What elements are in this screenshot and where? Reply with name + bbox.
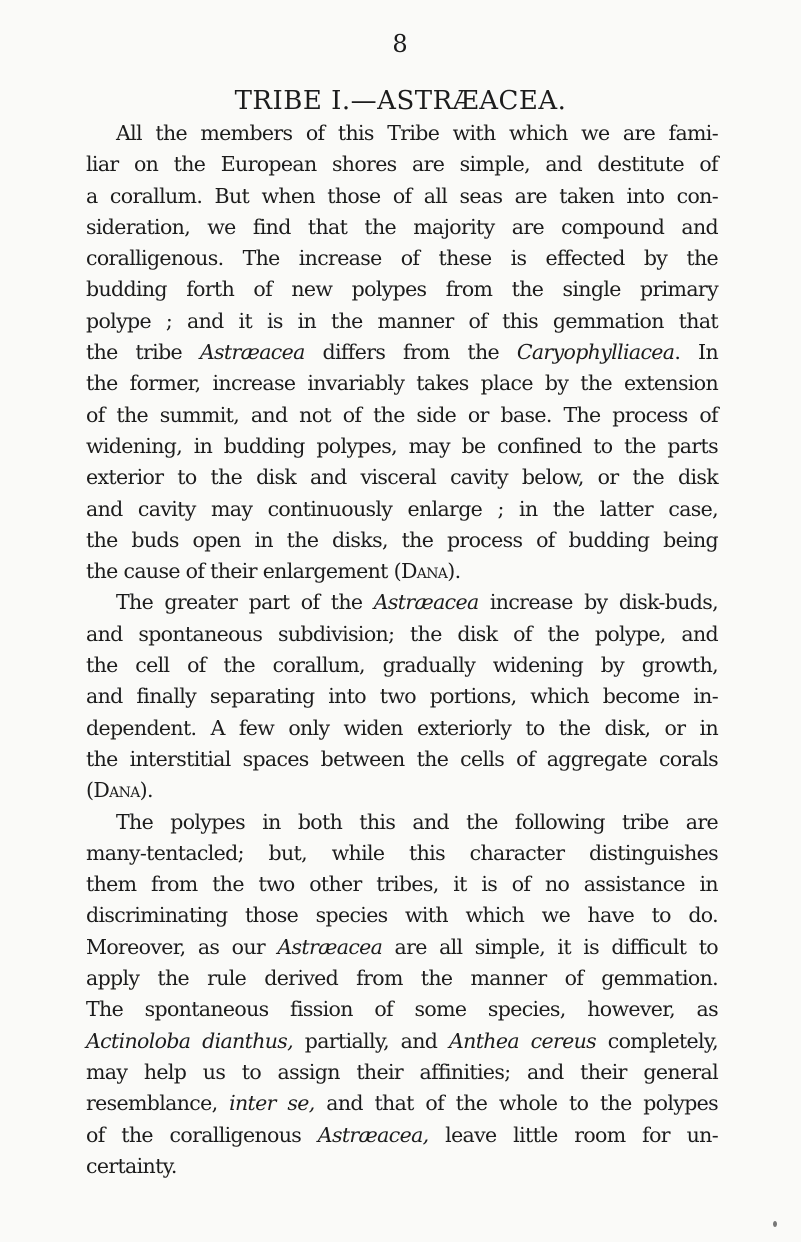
text-line: the cause of their enlargement (Dana). [86, 559, 461, 584]
body-text [86, 118, 718, 1182]
text-line: and cavity may continuously enlarge ; in the latter case, [86, 496, 718, 521]
text-line: liar on the European shores are simple, and destitute of [86, 152, 718, 177]
text-line: budding forth of new polypes from the single primary [86, 277, 718, 302]
text-line: exterior to the disk and visceral cavity below, or the disk [86, 465, 718, 490]
text-line: resemblance, inter se, and that of the whole to the polypes [86, 1091, 719, 1116]
text-line: the interstitial spaces between the cells of aggregate corals [86, 746, 718, 771]
text-line: (Dana). [86, 778, 153, 803]
text-line: and finally separating into two portions, which become in- [86, 684, 718, 709]
text-line: a corallum. But when those of all seas are taken into con- [86, 183, 718, 208]
text-line: of the coralligenous Astræacea, leave little room for un- [86, 1122, 718, 1147]
text-line: The polypes in both this and the following tribe are [116, 809, 718, 834]
text-line: the cell of the corallum, gradually widening by growth, [86, 653, 718, 678]
text-line: and spontaneous subdivision; the disk of the polype, and [86, 621, 718, 646]
text-line: them from the two other tribes, it is of no assistance in [86, 872, 718, 897]
text-line: All the members of this Tribe with which we are fami- [116, 121, 718, 145]
section-heading: TRIBE I.—ASTRÆACEA. [234, 86, 567, 116]
text-line: apply the rule derived from the manner of gemmation. [86, 966, 718, 991]
text-line: The greater part of the Astræacea increase by disk-buds, [116, 590, 718, 615]
text-line: The spontaneous fission of some species, however, as [86, 997, 718, 1022]
print-speck [773, 1221, 777, 1227]
page-number: 8 [392, 30, 409, 58]
text-line: the former, increase invariably takes place by the extension [86, 371, 718, 396]
text-line: Moreover, as our Astræacea are all simple, it is difficult to [86, 934, 719, 959]
text-line: many-tentacled; but, while this character distinguishes [86, 840, 718, 865]
text-line: of the summit, and not of the side or base. The process of [86, 402, 718, 427]
text-line: coralligenous. The increase of these is effected by the [86, 246, 718, 271]
text-line: discriminating those species with which we have to do. [86, 903, 718, 928]
text-line: Actinoloba dianthus, partially, and Anthea cereus completely, [86, 1028, 718, 1053]
text-line: dependent. A few only widen exteriorly to the disk, or in [86, 715, 718, 740]
text-line: certainty. [86, 1153, 177, 1178]
text-line: sideration, we find that the majority are compound and [86, 214, 718, 239]
text-line: widening, in budding polypes, may be confined to the parts [86, 433, 718, 458]
text-line: the buds open in the disks, the process of budding being [86, 527, 718, 552]
text-line: polype ; and it is in the manner of this gemmation that [86, 308, 718, 333]
text-line: the tribe Astræacea differs from the Caryophylliacea. In [86, 340, 718, 365]
text-line: may help us to assign their affinities; and their general [86, 1059, 718, 1084]
